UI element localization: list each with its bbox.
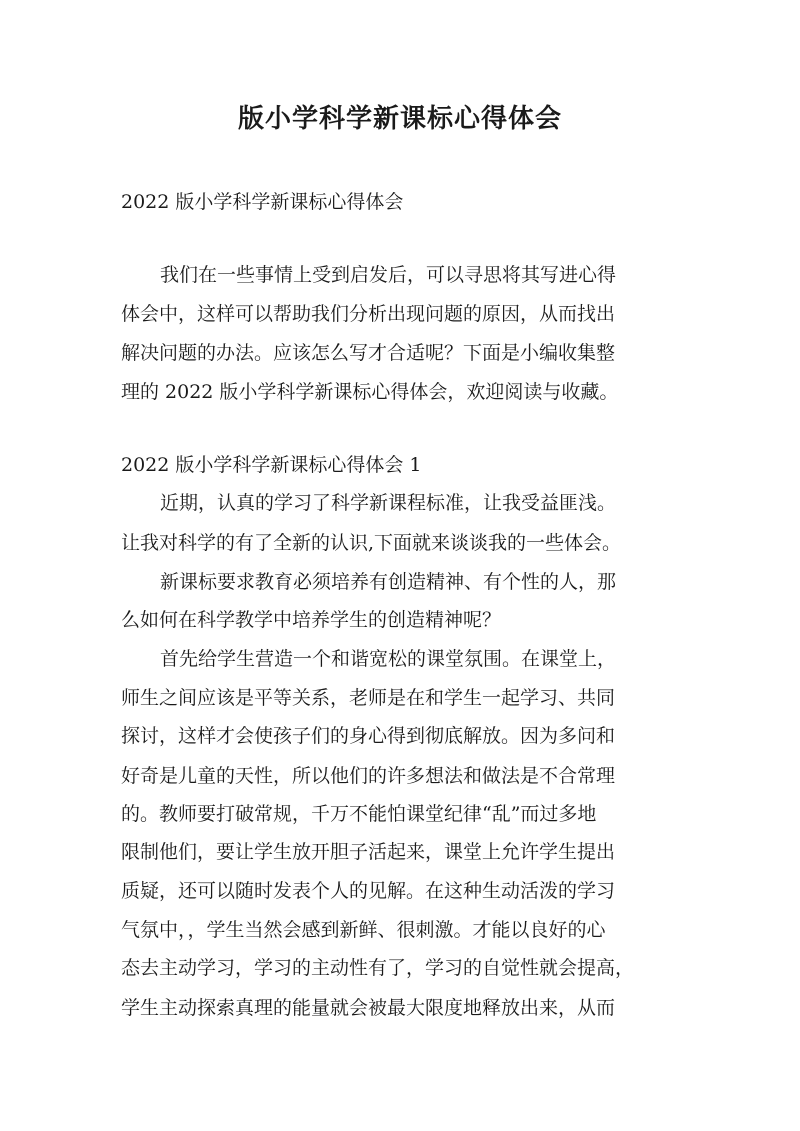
document-subtitle: 2022 版小学科学新课标心得体会 bbox=[121, 191, 404, 213]
intro-line: 体会中，这样可以帮助我们分析出现问题的原因，从而找出 bbox=[121, 303, 616, 325]
body-line: 限制他们，要让学生放开胆子活起来，课堂上允许学生提出 bbox=[121, 841, 616, 863]
body-line: 么如何在科学教学中培养学生的创造精神呢？ bbox=[121, 609, 502, 631]
body-line: 让我对科学的有了全新的认识,下面就来谈谈我的一些体会。 bbox=[121, 532, 622, 554]
intro-line: 解决问题的办法。应该怎么写才合适呢？下面是小编收集整 bbox=[121, 342, 616, 364]
body-line: 态去主动学习，学习的主动性有了，学习的自觉性就会提高， bbox=[121, 957, 635, 979]
body-line: 新课标要求教育必须培养有创造精神、有个性的人，那 bbox=[160, 571, 617, 593]
document-title: 版小学科学新课标心得体会 bbox=[237, 104, 562, 134]
body-line: 质疑，还可以随时发表个人的见解。在这种生动活泼的学习 bbox=[121, 880, 616, 902]
body-line: 探讨，这样才会使孩子们的身心得到彻底解放。因为多问和 bbox=[121, 725, 616, 747]
intro-line: 理的 2022 版小学科学新课标心得体会，欢迎阅读与收藏。 bbox=[121, 381, 619, 403]
body-line: 师生之间应该是平等关系，老师是在和学生一起学习、共同 bbox=[121, 687, 616, 709]
body-line: 的。教师要打破常规，千万不能怕课堂纪律“乱”而过多地 bbox=[121, 803, 597, 825]
body-line: 近期，认真的学习了科学新课程标准，让我受益匪浅。 bbox=[160, 492, 617, 514]
body-line: 好奇是儿童的天性，所以他们的许多想法和做法是不合常理 bbox=[121, 765, 616, 787]
body-line: 学生主动探索真理的能量就会被最大限度地释放出来，从而 bbox=[121, 997, 616, 1019]
body-line: 气氛中，，学生当然会感到新鲜、很刺激。才能以良好的心 bbox=[121, 919, 606, 941]
section-heading: 2022 版小学科学新课标心得体会 1 bbox=[121, 454, 422, 476]
intro-line: 我们在一些事情上受到启发后，可以寻思将其写进心得 bbox=[160, 264, 617, 286]
body-line: 首先给学生营造一个和谐宽松的课堂氛围。在课堂上， bbox=[160, 648, 617, 670]
